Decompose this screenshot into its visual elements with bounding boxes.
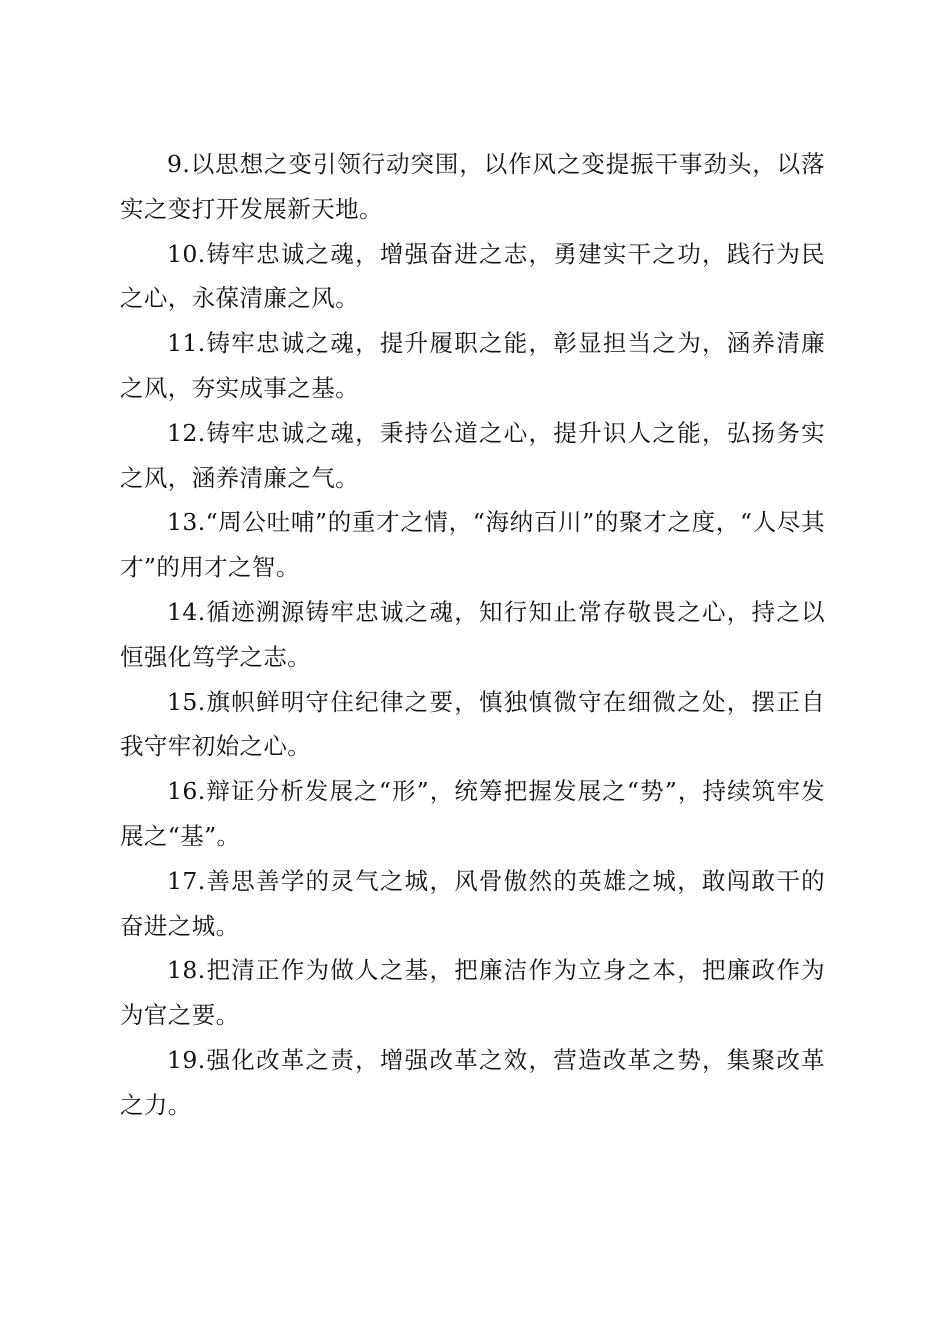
- paragraph-17: 17.善思善学的灵气之城，风骨傲然的英雄之城，敢闯敢干的奋进之城。: [120, 866, 825, 940]
- paragraph-12: 12.铸牢忠诚之魂，秉持公道之心，提升识人之能，弘扬务实之风，涵养清廉之气。: [120, 418, 825, 492]
- paragraph-10: 10.铸牢忠诚之魂，增强奋进之志，勇建实干之功，践行为民之心，永葆清廉之风。: [120, 239, 825, 313]
- paragraph-19: 19.强化改革之责，增强改革之效，营造改革之势，集聚改革之力。: [120, 1045, 825, 1119]
- paragraph-16: 16.辩证分析发展之“形”，统筹把握发展之“势”，持续筑牢发展之“基”。: [120, 777, 825, 850]
- paragraph-11: 11.铸牢忠诚之魂，提升履职之能，彰显担当之为，涵养清廉之风，夯实成事之基。: [120, 329, 825, 402]
- paragraph-13: 13.“周公吐哺”的重才之情，“海纳百川”的聚才之度，“人尽其才”的用才之智。: [120, 508, 825, 582]
- document-body: [120, 142, 825, 1128]
- paragraph-14: 14.循迹溯源铸牢忠诚之魂，知行知止常存敬畏之心，持之以恒强化笃学之志。: [120, 597, 825, 671]
- paragraph-15: 15.旗帜鲜明守住纪律之要，慎独慎微守在细微之处，摆正自我守牢初始之心。: [120, 687, 825, 761]
- paragraph-18: 18.把清正作为做人之基，把廉洁作为立身之本，把廉政作为为官之要。: [120, 956, 825, 1030]
- paragraph-9: 9.以思想之变引领行动突围，以作风之变提振干事劲头，以落实之变打开发展新天地。: [120, 150, 825, 223]
